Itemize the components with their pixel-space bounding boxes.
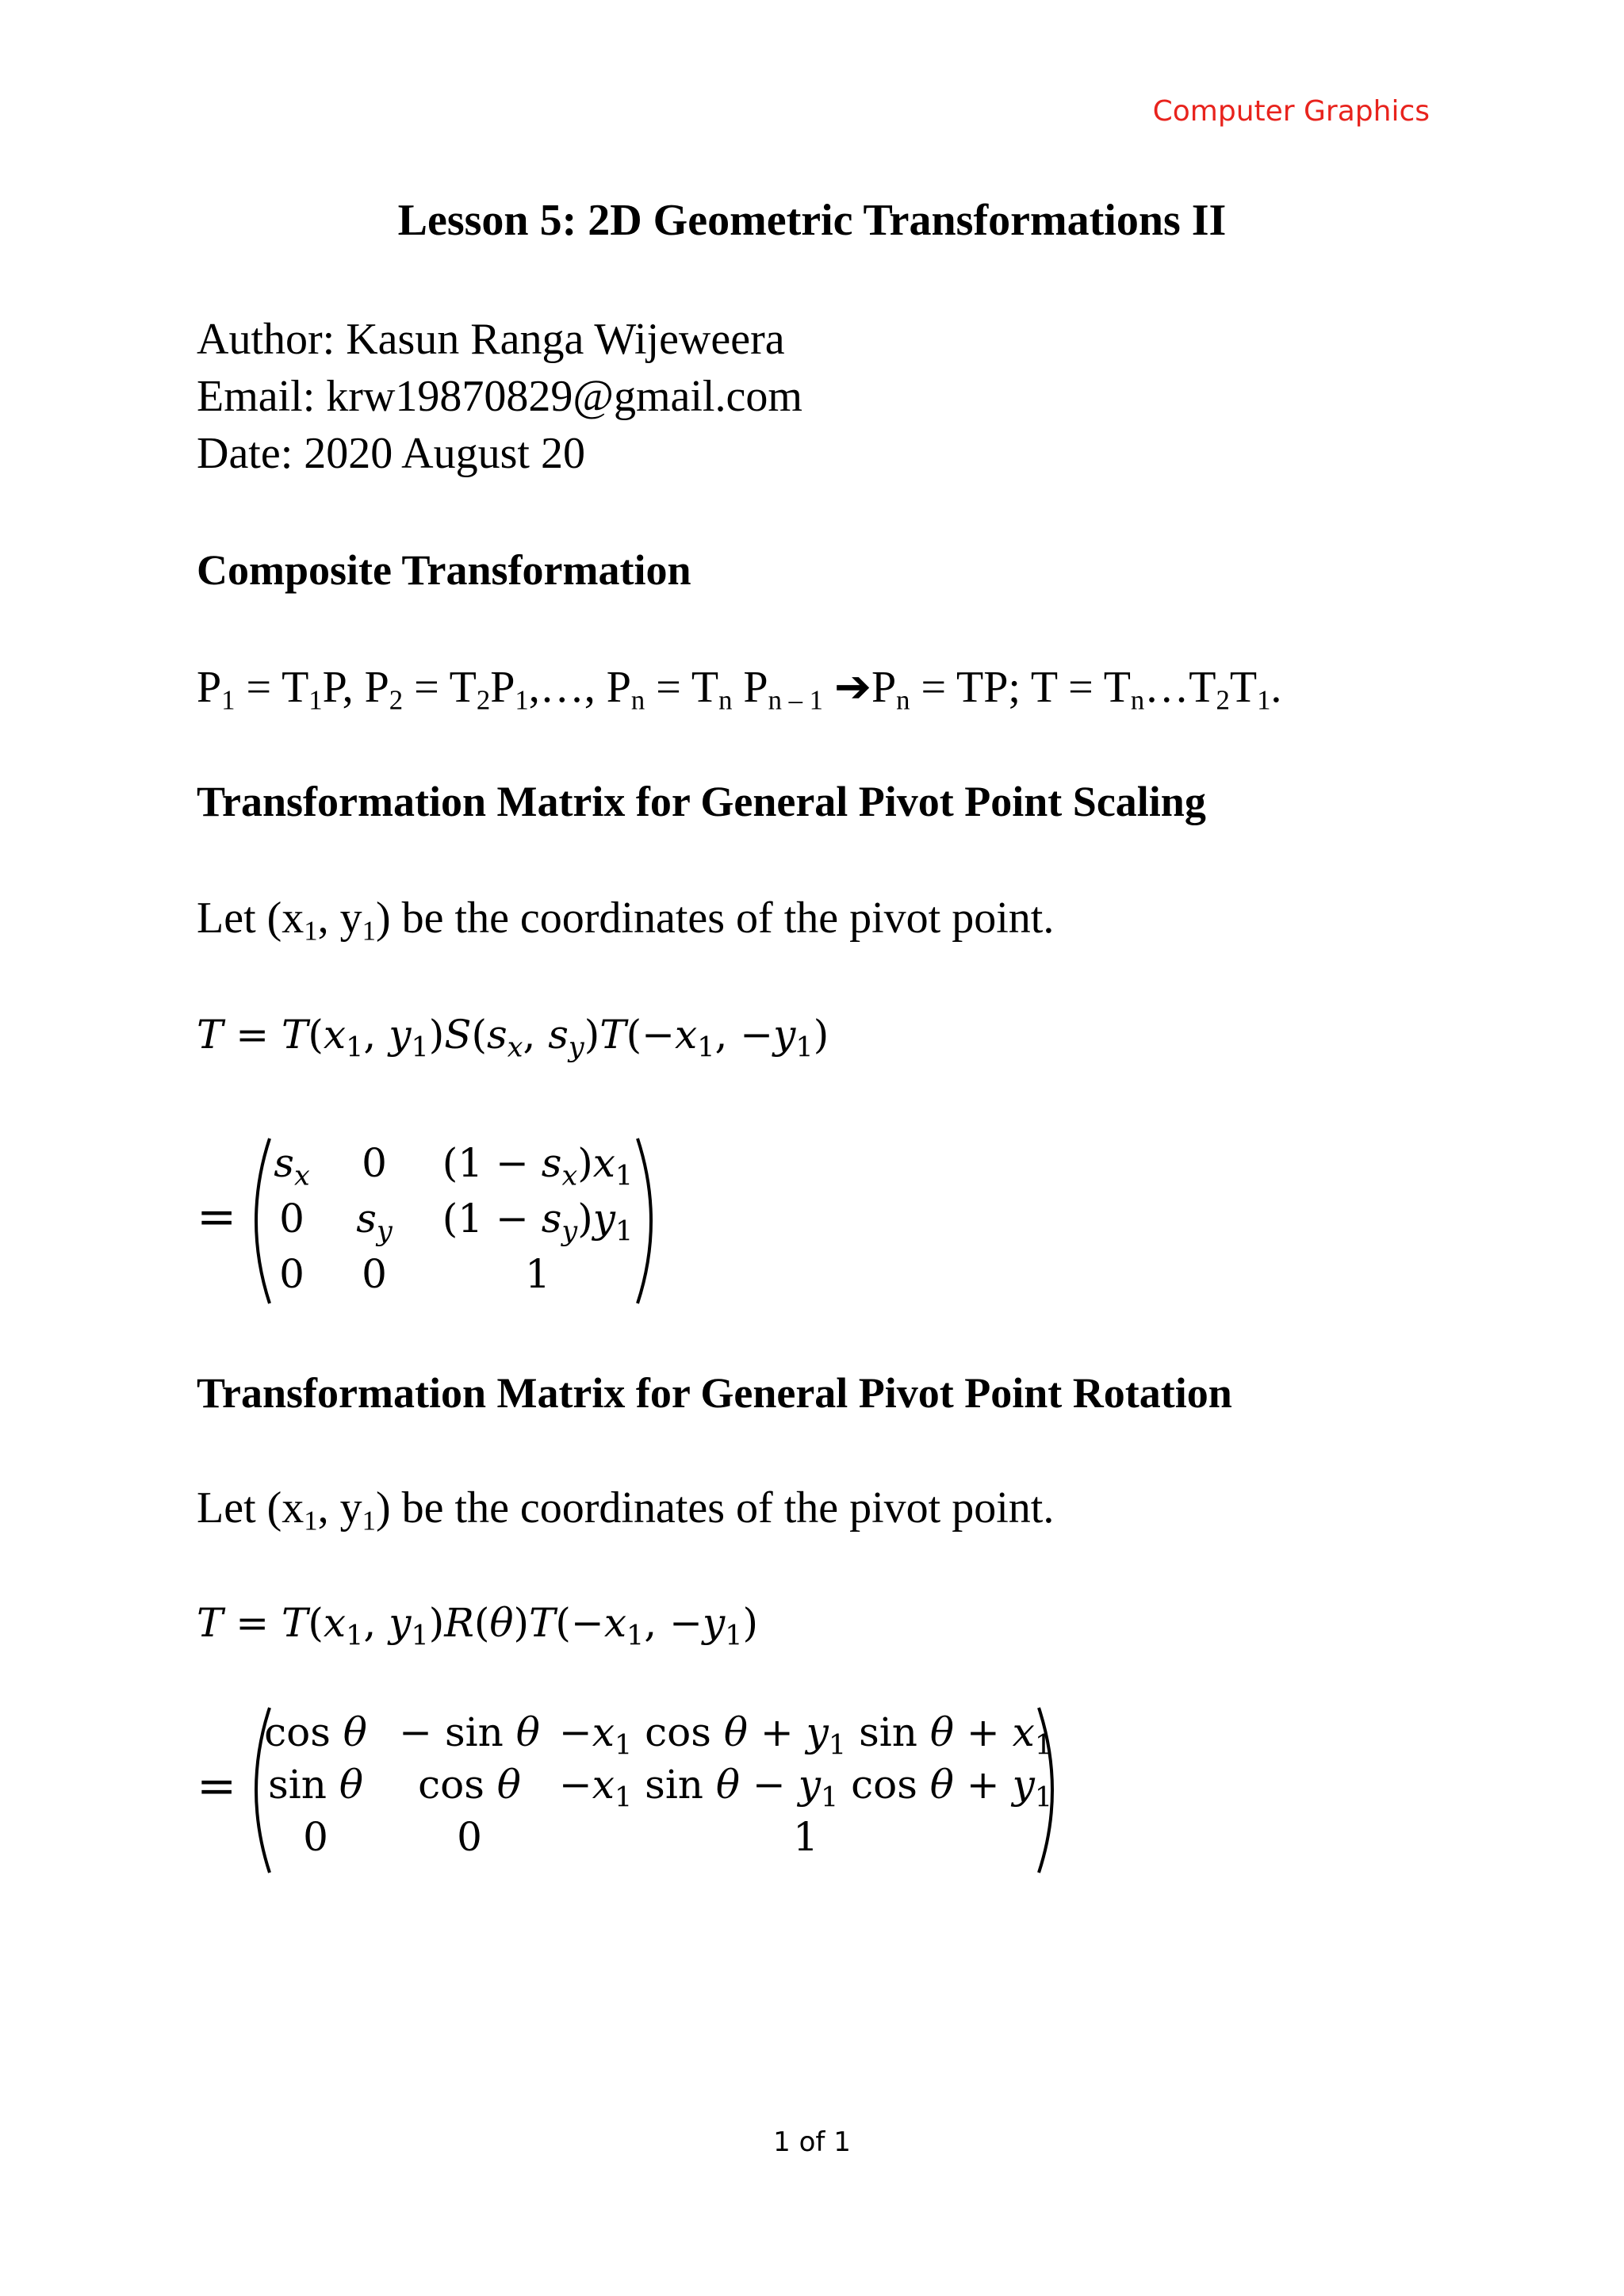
composite-equation: $P_1 = T_1P$, $P_2$ = $T_2P_1,\dots$, $P_n = T_n$ $P_{n - 1}$ $➔P_n$ = TP; $T = T_n\dots T_2T_1$. <box>197 663 1282 716</box>
rotation-m22: cos θ <box>418 1762 521 1808</box>
rotation-m13: $-x_1$ $\cos \theta + y_1$ $\sin \theta + x_1$ <box>558 1709 1053 1762</box>
scaling-m32: 0 <box>362 1251 387 1297</box>
left-paren-icon <box>241 1134 273 1308</box>
composite-heading: Composite Transformation <box>197 546 691 594</box>
scaling-m21: 0 <box>279 1196 304 1242</box>
rotation-m31: 0 <box>303 1814 328 1860</box>
lesson-title: Lesson 5: 2D Geometric Transformations II <box>397 196 1227 245</box>
scaling-formula: $T = T(x_1$, $y_1)S(s_x$, $s_y)T(-x_1$, $-y_1$) <box>197 1012 829 1064</box>
rotation-equals: = <box>197 1758 237 1814</box>
page-number: 1 of 1 <box>773 2126 851 2158</box>
rotation-intro: Let ($x_1$, $y_1$) be the coordinates of the pivot point. <box>197 1483 1055 1536</box>
scaling-m13: $(1 - s_x)x_1$ <box>442 1140 634 1192</box>
scaling-m11: $s_x$ <box>274 1140 310 1192</box>
scaling-m31: 0 <box>279 1251 304 1297</box>
scaling-m33: 1 <box>525 1251 550 1297</box>
scaling-m23: $(1 - s_y)y_1$ <box>442 1196 634 1248</box>
rotation-m21: sin θ <box>268 1762 363 1808</box>
rotation-m33: 1 <box>793 1814 818 1860</box>
course-header: Computer Graphics <box>1152 95 1430 128</box>
rotation-m32: 0 <box>457 1814 482 1860</box>
rotation-m23: $-x_1$ $\sin \theta - y_1$ $\cos \theta + y_1$ <box>558 1762 1053 1814</box>
scaling-intro: Let ($x_1$, $y_1$) be the coordinates of the pivot point. <box>197 894 1055 947</box>
scaling-m22: $s_y$ <box>356 1196 393 1248</box>
scaling-heading: Transformation Matrix for General Pivot Point Scaling <box>197 778 1206 825</box>
right-paren-icon <box>1036 1703 1067 1877</box>
right-paren-icon <box>634 1134 666 1308</box>
rotation-m12: − sin θ <box>399 1709 540 1755</box>
email-line: Email: krw19870829@gmail.com <box>197 372 802 421</box>
author-line: Author: Kasun Ranga Wijeweera <box>197 315 785 364</box>
rotation-m11: cos θ <box>264 1709 367 1755</box>
rotation-heading: Transformation Matrix for General Pivot Point Rotation <box>197 1369 1232 1417</box>
date-line: Date: 2020 August 20 <box>197 429 585 478</box>
scaling-equals: = <box>197 1189 237 1245</box>
rotation-formula: $T = T(x_1$, $y_1)R(\theta)T(-x_1$, $-y_1$) <box>197 1600 759 1652</box>
right-arrow-icon: ➔ <box>834 663 871 712</box>
scaling-m12: 0 <box>362 1140 387 1186</box>
